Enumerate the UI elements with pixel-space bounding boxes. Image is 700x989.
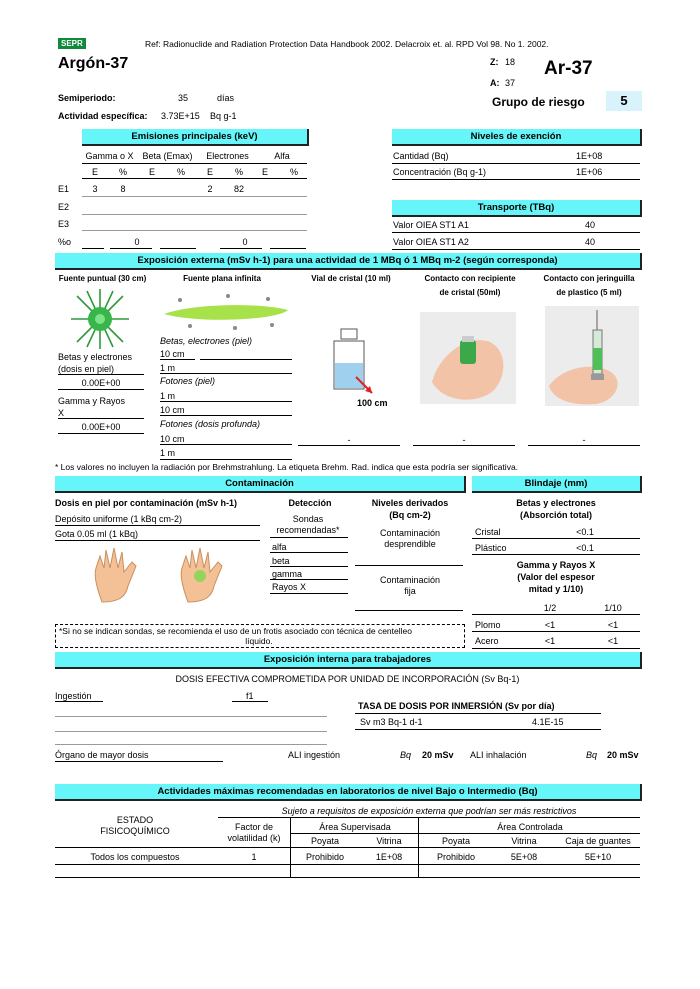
col-poyata: Poyata [441,836,471,846]
hand-icon [178,546,228,604]
dist-10cm: 10 cm [160,434,185,444]
col-poyata: Poyata [310,836,340,846]
starburst-icon [63,287,137,351]
transport-value: 40 [585,220,596,230]
plane-beta-title: Betas, electrones (piel) [160,336,253,346]
derived-2a: Contaminación [379,575,441,585]
gamma-label-b: X [58,408,65,418]
derived-1a: Contaminación [379,528,441,538]
reference-text: Ref: Radionuclide and Radiation Protection Data Handbook 2002. Delacroix et. al. RPD Vol 98. No 1. 2002. [145,39,549,49]
derived-title-b: (Bq cm-2) [389,510,431,520]
syringe-value: - [582,435,586,445]
sub-pct: % [176,167,185,177]
shielding-header: Blindaje (mm) [472,476,642,493]
hand-icon [92,546,142,604]
gamma-shield-title-a: Gamma y Rayos X [516,560,596,570]
factor-value: 1 [251,852,257,862]
exemption-label: Concentración (Bq g-1) [393,167,487,177]
planar-source-icon [160,292,292,332]
beta-value: 0.00E+00 [81,378,121,388]
activity-cell: Prohibido [436,852,476,862]
sub-e: E [148,167,155,177]
col-syringe-b: de plastico (5 ml) [556,288,622,297]
ali-inhalation-value: 20 mSv [607,750,639,760]
detection-sub-a: Sondas [292,514,324,524]
state-header-a: ESTADO [116,815,154,825]
z-label: Z: [490,57,499,67]
exemption-value: 1E+08 [576,151,603,161]
ali-ingestion-unit: Bq [400,750,412,760]
risk-label: Grupo de riesgo [492,95,585,109]
shield-value: <0.1 [576,543,594,553]
gamma-label-a: Gamma y Rayos [58,396,126,406]
shield-value: <1 [607,620,619,630]
inmersion-title: TASA DE DOSIS POR INMERSIÓN (Sv por día) [358,701,555,711]
ali-inhalation-unit: Bq [586,750,598,760]
row-label-e3: E3 [58,219,70,229]
contamination-header: Contaminación [55,476,466,493]
derived-1b: desprendible [384,539,436,549]
shield-value: <1 [607,636,619,646]
organ-label: Órgano de mayor dosis [55,750,149,760]
beta-shield-title-b: (Absorción total) [520,510,592,520]
dist-1m: 1 m [160,391,176,401]
activity-label: Actividad específica: [58,111,148,121]
syringe-icon [545,306,639,406]
row-label-e2: E2 [58,202,70,212]
activities-note: Sujeto a requisitos de exposición externa que podrían ser más restrictivos [281,806,577,816]
half-life-label: Semiperiodo: [58,93,116,103]
col-point-source: Fuente puntual (30 cm) [58,274,147,283]
col-vitrina: Vitrina [511,836,537,846]
detection-title: Detección [288,498,332,508]
activity-cell: 5E+08 [510,852,538,862]
shield-label: Plomo [475,620,501,630]
gamma-value: 0.00E+00 [81,422,121,432]
beta-shield-title-a: Betas y electrones [516,498,596,508]
skin-dose-title: Dosis en piel por contaminación (mSv h-1) [55,498,238,508]
transport-value: 40 [585,237,596,247]
skin-row: Depósito uniforme (1 kBq cm-2) [55,514,183,524]
col-alfa: Alfa [274,151,290,161]
dist-10cm: 10 cm [160,349,185,359]
a-label: A: [490,78,500,88]
col-vial: Vial de cristal (10 ml) [311,274,391,283]
emission-cell: 2 [207,184,213,194]
activity-cell: 5E+10 [584,852,612,862]
row-label-e1: E1 [58,184,70,194]
half-life-value: 35 [178,93,189,103]
sub-pct: % [118,167,127,177]
probe-note-b: líquido. [245,636,273,646]
beta-label-a: Betas y electrones [58,352,133,362]
shield-col-half: 1/2 [543,603,557,613]
col-caja-guantes: Caja de guantes [565,836,631,846]
exemption-value: 1E+06 [576,167,603,177]
state-header-b: FISICOQUÍMICO [100,826,170,836]
sub-e: E [91,167,98,177]
external-header: Exposición externa (mSv h-1) para una actividad de 1 MBq ó 1 MBq m-2 (según corresponda) [55,253,642,270]
transport-label: Valor OIEA ST1 A1 [393,220,469,230]
vial-icon [326,327,376,399]
col-vitrina: Vitrina [376,836,402,846]
derived-title-a: Niveles derivados [371,498,449,508]
area-supervisada: Área Supervisada [319,822,391,832]
nuclide-symbol: Ar-37 [544,58,593,79]
sub-pct: % [234,167,243,177]
plane-fotones-piel: Fotones (piel) [160,376,216,386]
vial-value: - [347,435,351,445]
inmersion-unit: Sv m3 Bq-1 d-1 [360,717,423,727]
ali-ingestion-label: ALI ingestión [288,750,341,760]
shield-value: <1 [544,620,556,630]
shield-value: <0.1 [576,527,594,537]
container-value: - [462,435,466,445]
z-value: 18 [505,57,516,67]
shield-col-tenth: 1/10 [604,603,622,613]
col-syringe-a: Contacto con jeringuilla [543,274,635,283]
ingestion-label: Ingestión [55,691,92,701]
derived-2b: fija [404,586,416,596]
row-label-permil: %o [58,237,72,247]
element-name: Argón-37 [58,55,129,72]
col-beta: Beta (Emax) [142,151,193,161]
ali-ingestion-value: 20 mSv [422,750,454,760]
activity-unit: Bq g-1 [210,111,237,121]
col-plane-source: Fuente plana infinita [183,274,261,283]
dist-1m: 1 m [160,448,176,458]
emissions-header: Emisiones principales (keV) [82,129,309,146]
area-controlada: Área Controlada [497,822,563,832]
factor-header-b: volatilidad (k) [227,833,281,843]
probe-alfa: alfa [272,542,287,552]
inmersion-value: 4.1E-15 [532,717,564,727]
sub-e: E [206,167,213,177]
probe-gamma: gamma [272,569,303,579]
gamma-shield-title-b: (Valor del espesor [517,572,595,582]
plane-fotones-prof: Fotones (dosis profunda) [160,419,261,429]
external-footnote: * Los valores no incluyen la radiación por Brehmstrahlung. La etiqueta Brehm. Rad. indica que esta podría ser significativa. [55,462,519,472]
detection-sub-b: recomendadas* [276,525,340,535]
col-gamma: Gamma o X [85,151,134,161]
sub-e: E [261,167,268,177]
vial-distance: 100 cm [357,398,388,408]
compounds-label: Todos los compuestos [90,852,180,862]
ali-inhalation-label: ALI inhalación [470,750,527,760]
shield-label: Plástico [475,543,507,553]
shield-label: Acero [475,636,499,646]
probe-note-a: *Si no se indican sondas, se recomienda el uso de un frotis asociado con técnica de centelleo [59,626,412,636]
sub-pct: % [289,167,298,177]
emission-cell: 82 [233,184,244,194]
activities-header: Actividades máximas recomendadas en laboratorios de nivel Bajo o Intermedio (Bq) [55,784,642,801]
exemption-header: Niveles de exención [392,129,642,146]
f1-label: f1 [246,691,254,701]
col-container-b: de cristal (50ml) [439,288,501,297]
emission-cell: 0 [242,237,248,247]
factor-header-a: Factor de [234,822,274,832]
exemption-label: Cantidad (Bq) [393,151,449,161]
emission-cell: 0 [134,237,140,247]
transport-header: Transporte (TBq) [392,200,642,217]
half-life-unit: días [217,93,235,103]
sepr-logo: SEPR [58,38,86,49]
activity-cell: Prohibido [305,852,345,862]
emission-cell: 8 [120,184,126,194]
beta-label-b: (dosis en piel) [58,364,115,374]
col-container-a: Contacto con recipiente [424,274,516,283]
probe-beta: beta [272,556,290,566]
dist-1m: 1 m [160,363,176,373]
hand-container-icon [420,312,516,404]
shield-label: Cristal [475,527,501,537]
emission-cell: 3 [92,184,98,194]
risk-value: 5 [606,91,642,111]
gamma-shield-title-c: mitad y 1/10) [528,584,584,594]
a-value: 37 [505,78,516,88]
internal-subtitle: DOSIS EFECTIVA COMPROMETIDA POR UNIDAD DE INCORPORACIÓN (Sv Bq-1) [175,674,520,684]
activity-cell: 1E+08 [375,852,403,862]
shield-value: <1 [544,636,556,646]
transport-label: Valor OIEA ST1 A2 [393,237,469,247]
probe-rayos-x: Rayos X [272,582,307,592]
internal-header: Exposición interna para trabajadores [55,652,642,669]
dist-10cm: 10 cm [160,405,185,415]
activity-value: 3.73E+15 [161,111,200,121]
col-electrons: Electrones [206,151,249,161]
skin-row: Gota 0.05 ml (1 kBq) [55,529,139,539]
